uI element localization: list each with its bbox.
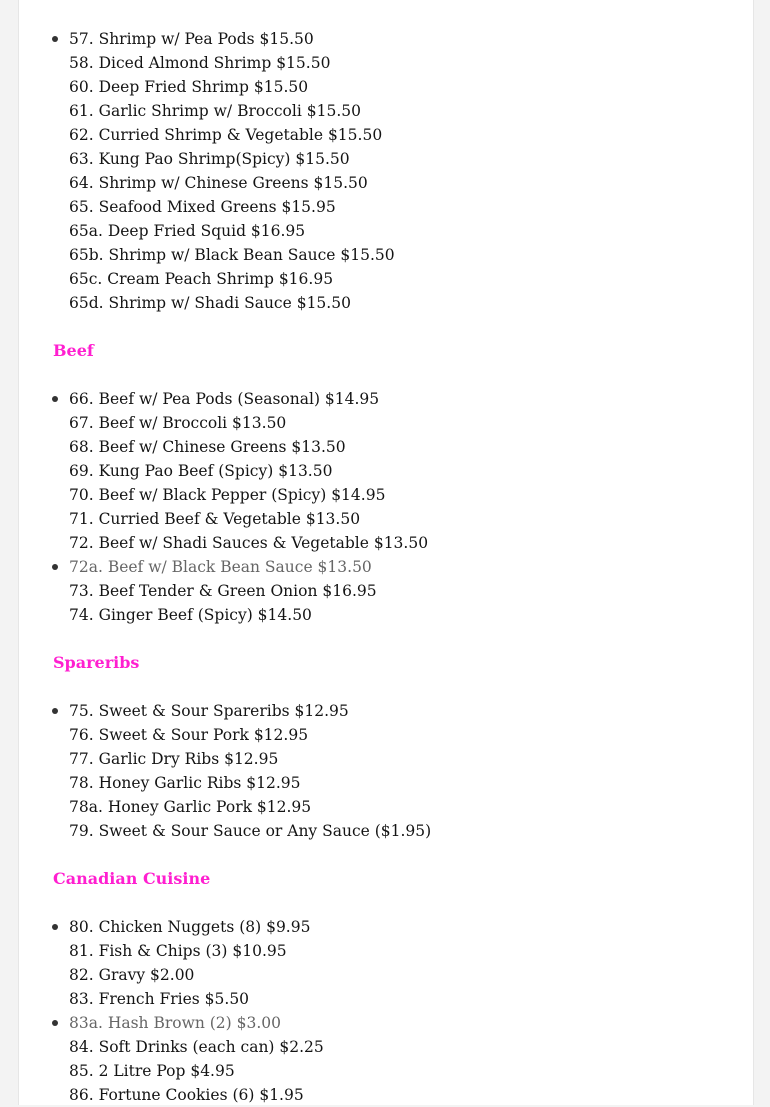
bullet-icon <box>52 708 58 714</box>
menu-item: 70. Beef w/ Black Pepper (Spicy) $14.95 <box>69 486 386 504</box>
section-title-canadian-cuisine: Canadian Cuisine <box>53 869 211 888</box>
menu-card <box>18 0 754 1105</box>
menu-item: 67. Beef w/ Broccoli $13.50 <box>69 414 287 432</box>
menu-item: 63. Kung Pao Shrimp(Spicy) $15.50 <box>69 150 350 168</box>
menu-item: 82. Gravy $2.00 <box>69 966 195 984</box>
menu-item: 58. Diced Almond Shrimp $15.50 <box>69 54 331 72</box>
menu-item: 76. Sweet & Sour Pork $12.95 <box>69 726 309 744</box>
bullet-icon <box>52 396 58 402</box>
menu-item: 72. Beef w/ Shadi Sauces & Vegetable $13.50 <box>69 534 429 552</box>
menu-item: 74. Ginger Beef (Spicy) $14.50 <box>69 606 312 624</box>
menu-item: 64. Shrimp w/ Chinese Greens $15.50 <box>69 174 368 192</box>
menu-item: 77. Garlic Dry Ribs $12.95 <box>69 750 279 768</box>
menu-item: 66. Beef w/ Pea Pods (Seasonal) $14.95 <box>69 390 380 408</box>
menu-item: 60. Deep Fried Shrimp $15.50 <box>69 78 309 96</box>
menu-item: 84. Soft Drinks (each can) $2.25 <box>69 1038 324 1056</box>
menu-item: 78. Honey Garlic Ribs $12.95 <box>69 774 301 792</box>
menu-item: 80. Chicken Nuggets (8) $9.95 <box>69 918 311 936</box>
section-title-spareribs: Spareribs <box>53 653 140 672</box>
menu-item: 85. 2 Litre Pop $4.95 <box>69 1062 235 1080</box>
menu-item: 69. Kung Pao Beef (Spicy) $13.50 <box>69 462 333 480</box>
menu-item: 83a. Hash Brown (2) $3.00 <box>69 1014 282 1032</box>
menu-item: 62. Curried Shrimp & Vegetable $15.50 <box>69 126 383 144</box>
bullet-icon <box>52 564 58 570</box>
menu-item: 78a. Honey Garlic Pork $12.95 <box>69 798 312 816</box>
menu-item: 65a. Deep Fried Squid $16.95 <box>69 222 306 240</box>
menu-item: 65b. Shrimp w/ Black Bean Sauce $15.50 <box>69 246 395 264</box>
menu-item: 81. Fish & Chips (3) $10.95 <box>69 942 287 960</box>
bullet-icon <box>52 36 58 42</box>
menu-item: 65. Seafood Mixed Greens $15.95 <box>69 198 336 216</box>
menu-item: 72a. Beef w/ Black Bean Sauce $13.50 <box>69 558 372 576</box>
section-title-beef: Beef <box>53 341 94 360</box>
menu-item: 68. Beef w/ Chinese Greens $13.50 <box>69 438 346 456</box>
menu-item: 71. Curried Beef & Vegetable $13.50 <box>69 510 361 528</box>
menu-item: 65c. Cream Peach Shrimp $16.95 <box>69 270 334 288</box>
menu-item: 83. French Fries $5.50 <box>69 990 250 1008</box>
menu-item: 57. Shrimp w/ Pea Pods $15.50 <box>69 30 314 48</box>
menu-item: 73. Beef Tender & Green Onion $16.95 <box>69 582 377 600</box>
menu-item: 75. Sweet & Sour Spareribs $12.95 <box>69 702 349 720</box>
bullet-icon <box>52 1020 58 1026</box>
menu-item: 61. Garlic Shrimp w/ Broccoli $15.50 <box>69 102 361 120</box>
bullet-icon <box>52 924 58 930</box>
menu-item: 86. Fortune Cookies (6) $1.95 <box>69 1086 304 1104</box>
menu-item: 79. Sweet & Sour Sauce or Any Sauce ($1.95) <box>69 822 432 840</box>
menu-item: 65d. Shrimp w/ Shadi Sauce $15.50 <box>69 294 351 312</box>
